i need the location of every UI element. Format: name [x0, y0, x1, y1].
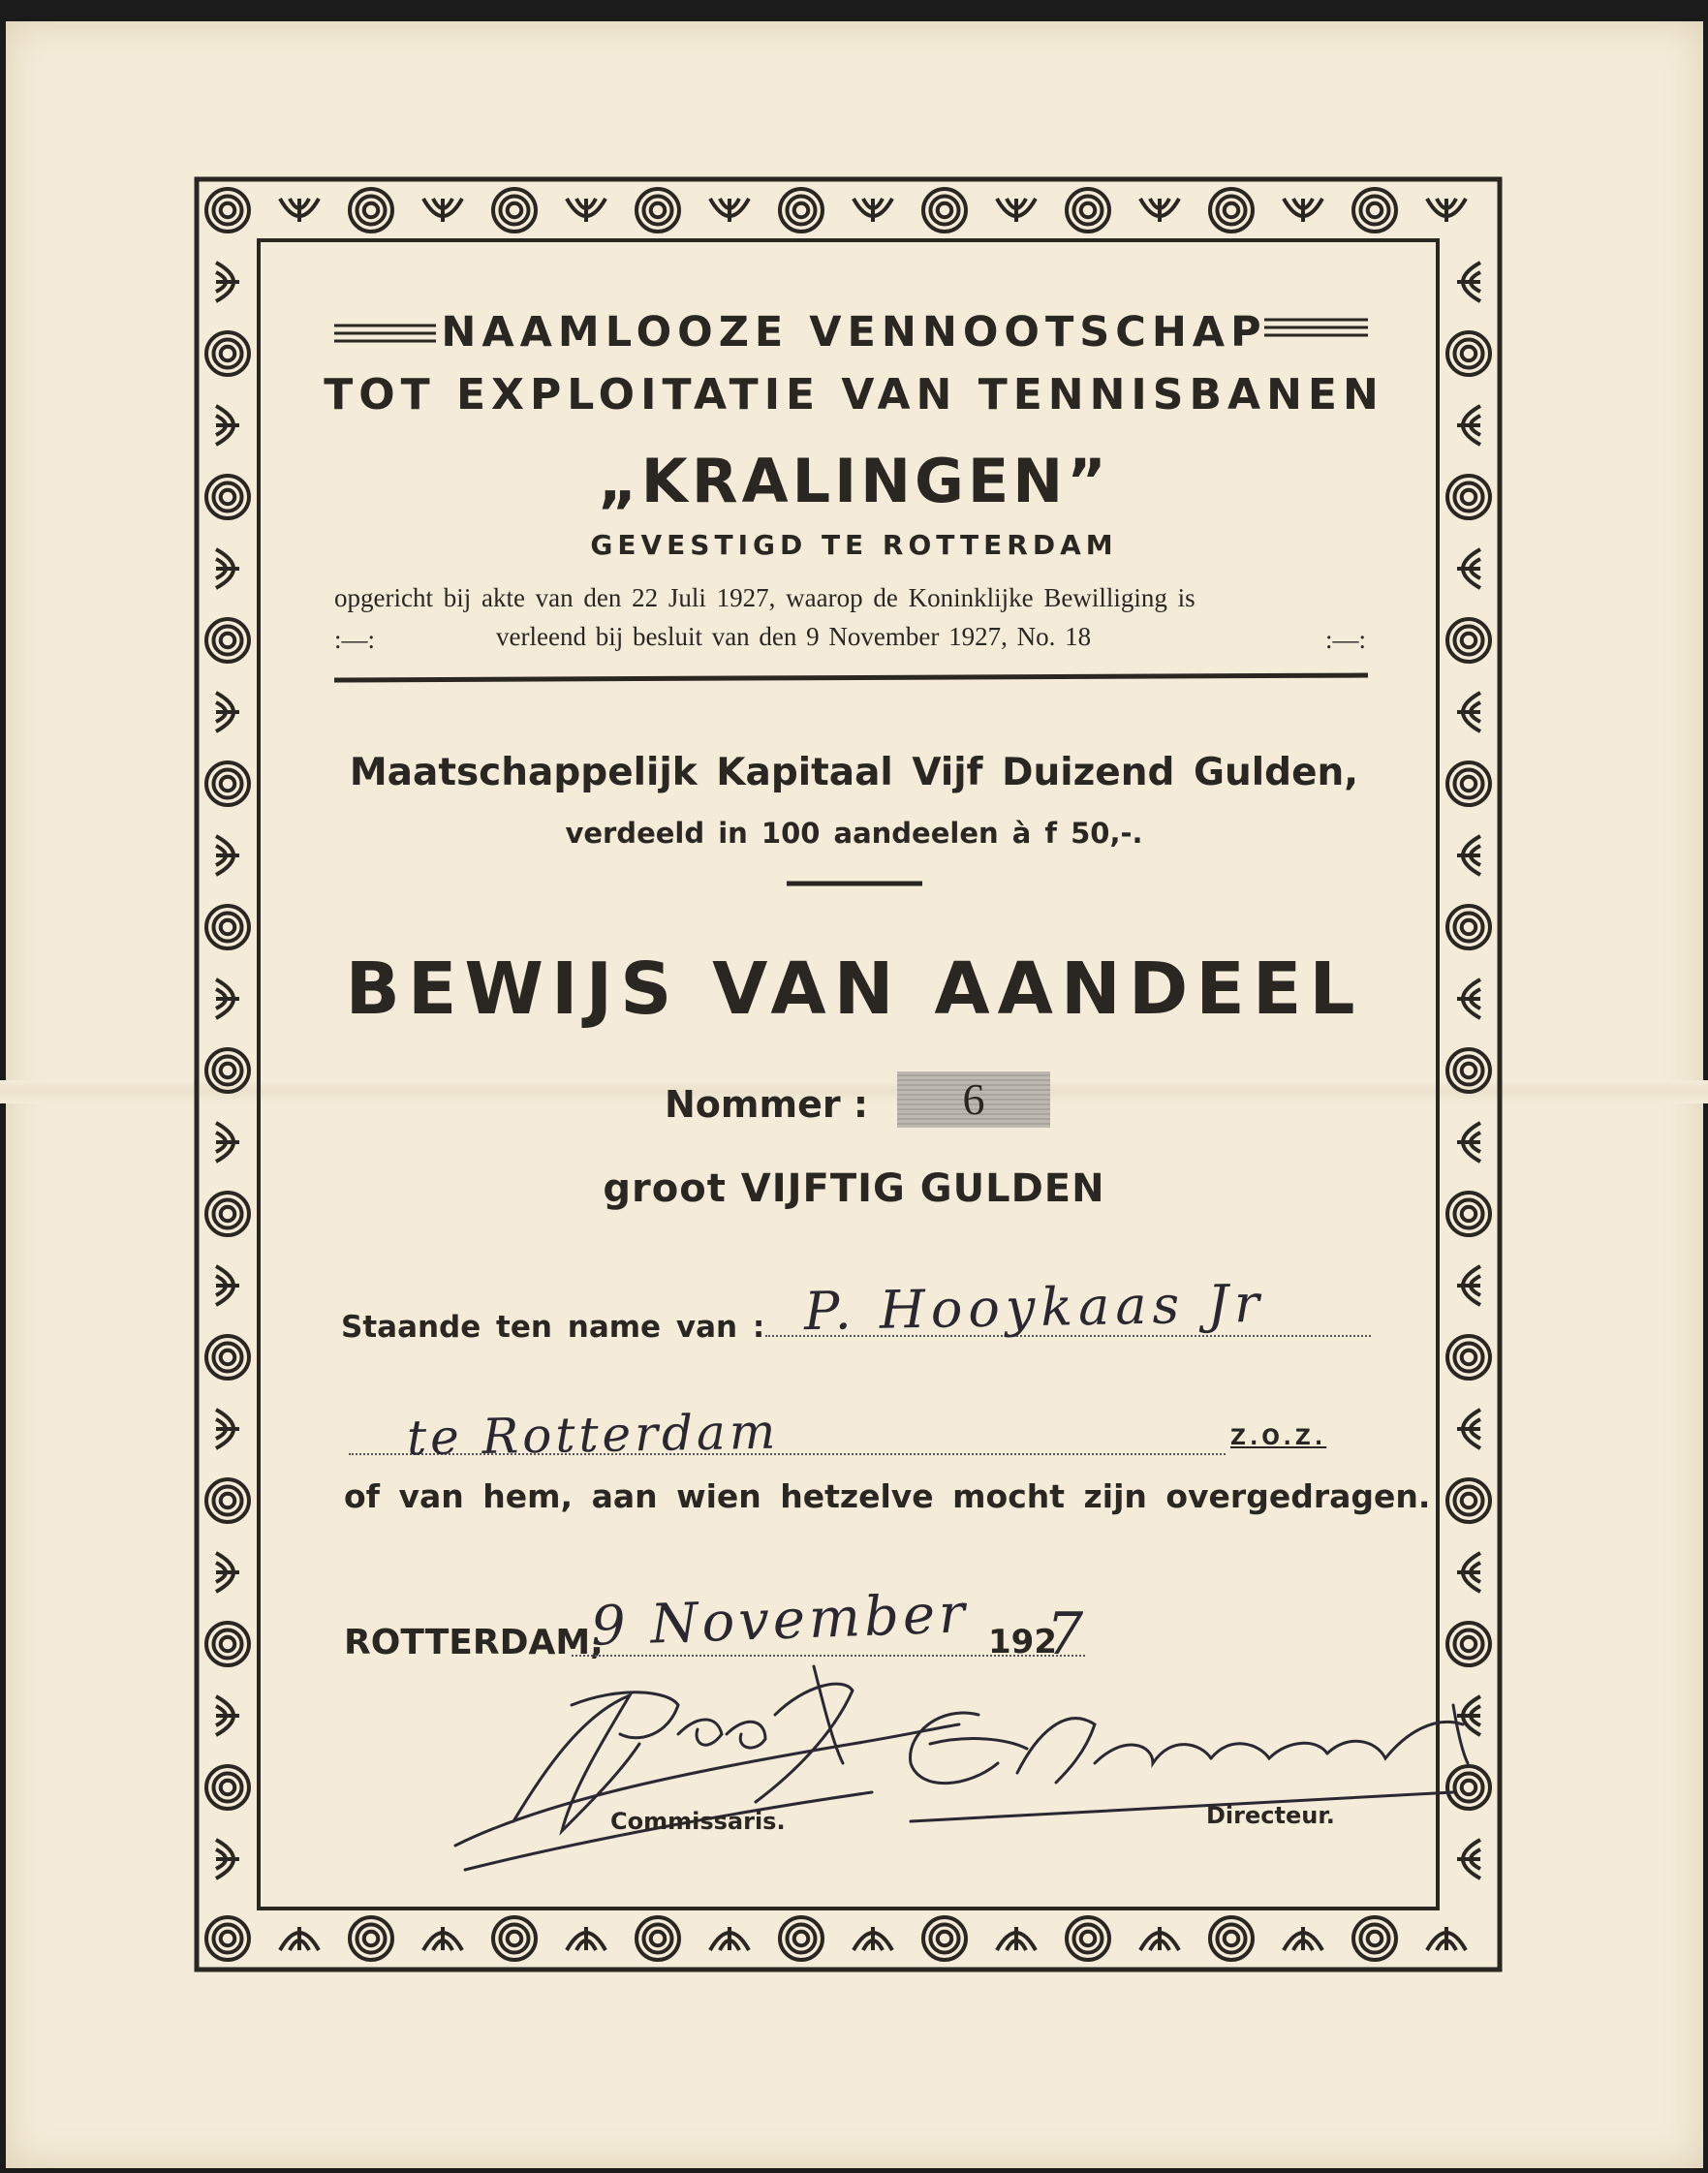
- holder-name: P. Hooykaas Jr: [803, 1272, 1266, 1343]
- founding-mark-right: :—:: [1325, 625, 1367, 654]
- company-type: NAAMLOOZE VENNOOTSCHAP: [441, 308, 1267, 357]
- nominal-value: groot VIJFTIG GULDEN: [603, 1166, 1105, 1211]
- commissaris-label: Commissaris.: [610, 1808, 786, 1835]
- founding-line-1: opgericht bij akte van den 22 Juli 1927, waarop de Koninklijke Bewilliging is: [334, 583, 1196, 612]
- company-name: „KRALINGEN”: [598, 446, 1110, 516]
- founding-line-2: verleend bij besluit van den 9 November 1927, No. 18: [496, 622, 1092, 651]
- transfer-clause: of van hem, aan wien hetzelve mocht zijn overgedragen.: [344, 1477, 1431, 1515]
- number-label: Nommer :: [665, 1083, 869, 1126]
- year-printed: 192: [988, 1623, 1057, 1661]
- capital-division: verdeeld in 100 aandeelen à f 50,-.: [565, 817, 1143, 850]
- holder-label: Staande ten name van :: [341, 1310, 765, 1345]
- holder-place: te Rotterdam: [406, 1403, 780, 1467]
- dateline-city: ROTTERDAM,: [344, 1623, 604, 1662]
- directeur-label: Directeur.: [1206, 1802, 1335, 1829]
- founding-mark-left: :—:: [334, 625, 376, 654]
- capital-statement: Maatschappelijk Kapitaal Vijf Duizend Gulden,: [349, 751, 1359, 794]
- company-purpose: TOT EXPLOITATIE VAN TENNISBANEN: [324, 370, 1384, 419]
- certificate-number: 6: [962, 1074, 985, 1124]
- zoz-mark: Z.O.Z.: [1230, 1426, 1327, 1450]
- date-handwritten: 9 November: [589, 1582, 970, 1659]
- company-seat: GEVESTIGD TE ROTTERDAM: [590, 529, 1118, 561]
- certificate-title: BEWIJS VAN AANDEEL: [345, 947, 1363, 1031]
- year-handwritten: 7: [1046, 1600, 1084, 1668]
